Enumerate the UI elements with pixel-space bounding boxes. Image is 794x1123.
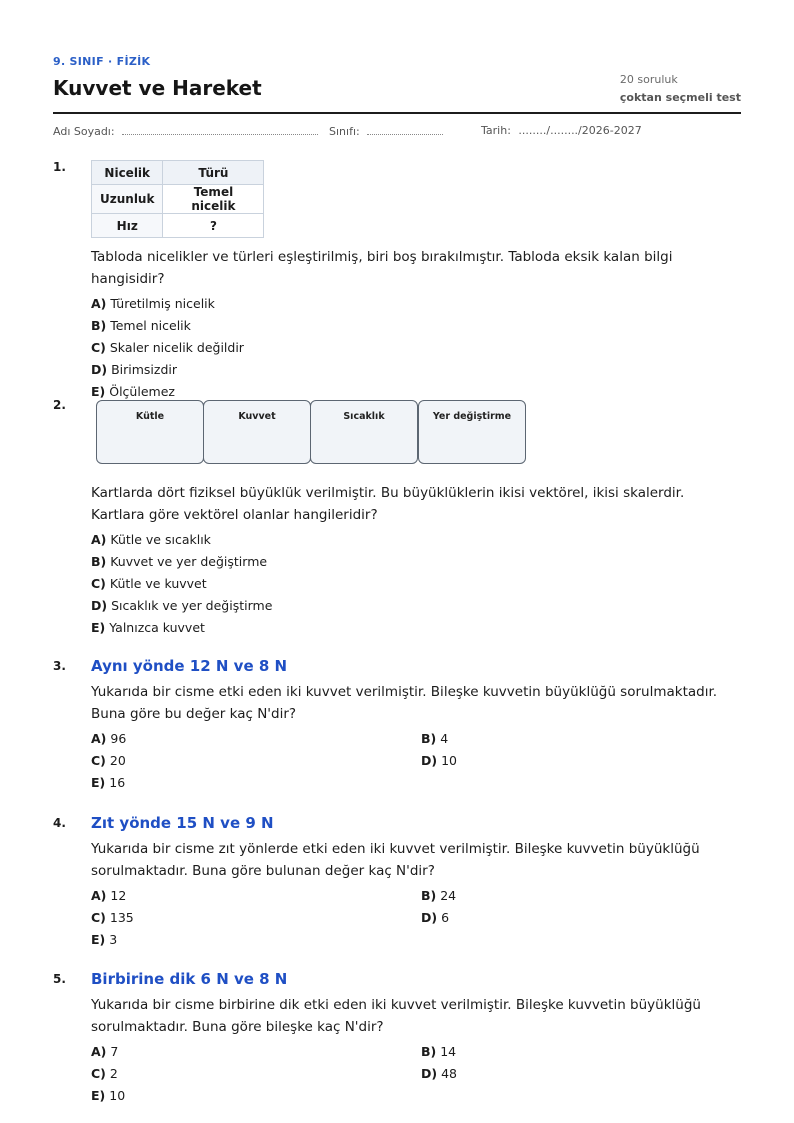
option-a[interactable]: A) Türetilmiş nicelik xyxy=(91,296,215,311)
option-a[interactable]: A) Kütle ve sıcaklık xyxy=(91,532,211,547)
page-title: Kuvvet ve Hareket xyxy=(53,76,262,100)
test-meta xyxy=(620,71,741,107)
option-d[interactable]: D) Birimsizdir xyxy=(91,362,178,377)
question-heading: Aynı yönde 12 N ve 8 N xyxy=(91,657,288,675)
option-c[interactable]: C) 2 xyxy=(91,1066,118,1081)
question-stem: Kartlarda dört fiziksel büyüklük verilmiştir. Bu büyüklüklerin ikisi vektörel, ikisi skalerdir. Kartlara göre vektörel olanlar hangileridir? xyxy=(91,485,685,523)
option-b[interactable]: B) Temel nicelik xyxy=(91,318,191,333)
option-e[interactable]: E) 3 xyxy=(91,932,118,947)
name-field[interactable] xyxy=(122,124,318,135)
question-stem: Yukarıda bir cisme zıt yönlerde etki eden iki kuvvet verilmiştir. Bileşke kuvvetin büyüklüğü sorulmaktadır. Buna göre bulunan değer kaç N'dir? xyxy=(91,841,700,879)
name-label: Adı Soyadı: xyxy=(53,125,115,138)
question-number: 3. xyxy=(53,659,66,673)
question-number: 1. xyxy=(53,160,66,174)
answer-options xyxy=(91,885,741,951)
date-label: Tarih: xyxy=(481,124,511,137)
answer-options xyxy=(91,728,741,794)
worksheet-header xyxy=(53,54,741,114)
answer-options xyxy=(91,293,741,403)
option-d[interactable]: D) 48 xyxy=(421,1066,457,1081)
option-c[interactable]: C) Skaler nicelik değildir xyxy=(91,340,244,355)
question-count: 20 soruluk xyxy=(619,73,678,86)
table-cell: Temel nicelik xyxy=(163,185,264,214)
option-e[interactable]: E) Yalnızca kuvvet xyxy=(91,620,205,635)
option-e[interactable]: E) 10 xyxy=(91,1088,126,1103)
quantity-table xyxy=(91,160,264,238)
option-b[interactable]: B) 4 xyxy=(421,731,449,746)
option-a[interactable]: A) 7 xyxy=(91,1044,119,1059)
table-cell: Hız xyxy=(92,214,163,238)
answer-options xyxy=(91,1041,741,1107)
option-c[interactable]: C) Kütle ve kuvvet xyxy=(91,576,207,591)
question-stem: Tabloda nicelikler ve türleri eşleştirilmiş, biri boş bırakılmıştır. Tabloda eksik kalan bilgi hangisidir? xyxy=(91,249,673,287)
question-number: 2. xyxy=(53,398,66,412)
question-stem: Yukarıda bir cisme etki eden iki kuvvet verilmiştir. Bileşke kuvvetin büyüklüğü sorulmaktadır. Buna göre bu değer kaç N'dir? xyxy=(91,684,718,722)
table-cell: Uzunluk xyxy=(92,185,163,214)
option-d[interactable]: D) 6 xyxy=(421,910,450,925)
quantity-card: Kuvvet xyxy=(203,400,311,464)
class-field[interactable] xyxy=(367,124,443,135)
grade-label: 9. SINIF · FİZİK xyxy=(53,55,151,68)
option-e[interactable]: E) Ölçülemez xyxy=(91,384,175,399)
class-label: Sınıfı: xyxy=(329,125,360,138)
option-c[interactable]: C) 135 xyxy=(91,910,134,925)
question-number: 4. xyxy=(53,816,66,830)
option-a[interactable]: A) 96 xyxy=(91,731,127,746)
question-heading: Zıt yönde 15 N ve 9 N xyxy=(91,814,274,832)
option-b[interactable]: B) 14 xyxy=(421,1044,457,1059)
answer-options xyxy=(91,529,741,639)
question-stem: Yukarıda bir cisme birbirine dik etki eden iki kuvvet verilmiştir. Bileşke kuvvetin büyüklüğü sorulmaktadır. Buna göre bileşke kaç N'dir? xyxy=(91,997,701,1035)
option-d[interactable]: D) Sıcaklık ve yer değiştirme xyxy=(91,598,273,613)
option-a[interactable]: A) 12 xyxy=(91,888,127,903)
table-cell: ? xyxy=(163,214,264,238)
option-e[interactable]: E) 16 xyxy=(91,775,126,790)
option-b[interactable]: B) Kuvvet ve yer değiştirme xyxy=(91,554,268,569)
quantity-cards xyxy=(91,398,531,466)
quantity-card: Yer değiştirme xyxy=(418,400,526,464)
quantity-card: Kütle xyxy=(96,400,204,464)
question-number: 5. xyxy=(53,972,66,986)
table-header: Nicelik xyxy=(92,161,163,185)
test-type: çoktan seçmeli test xyxy=(619,91,741,104)
table-header: Türü xyxy=(163,161,264,185)
date-field[interactable]: ......../......../2026-2027 xyxy=(518,124,642,137)
quantity-card: Sıcaklık xyxy=(310,400,418,464)
option-d[interactable]: D) 10 xyxy=(421,753,457,768)
question-heading: Birbirine dik 6 N ve 8 N xyxy=(91,970,288,988)
option-c[interactable]: C) 20 xyxy=(91,753,126,768)
option-b[interactable]: B) 24 xyxy=(421,888,457,903)
